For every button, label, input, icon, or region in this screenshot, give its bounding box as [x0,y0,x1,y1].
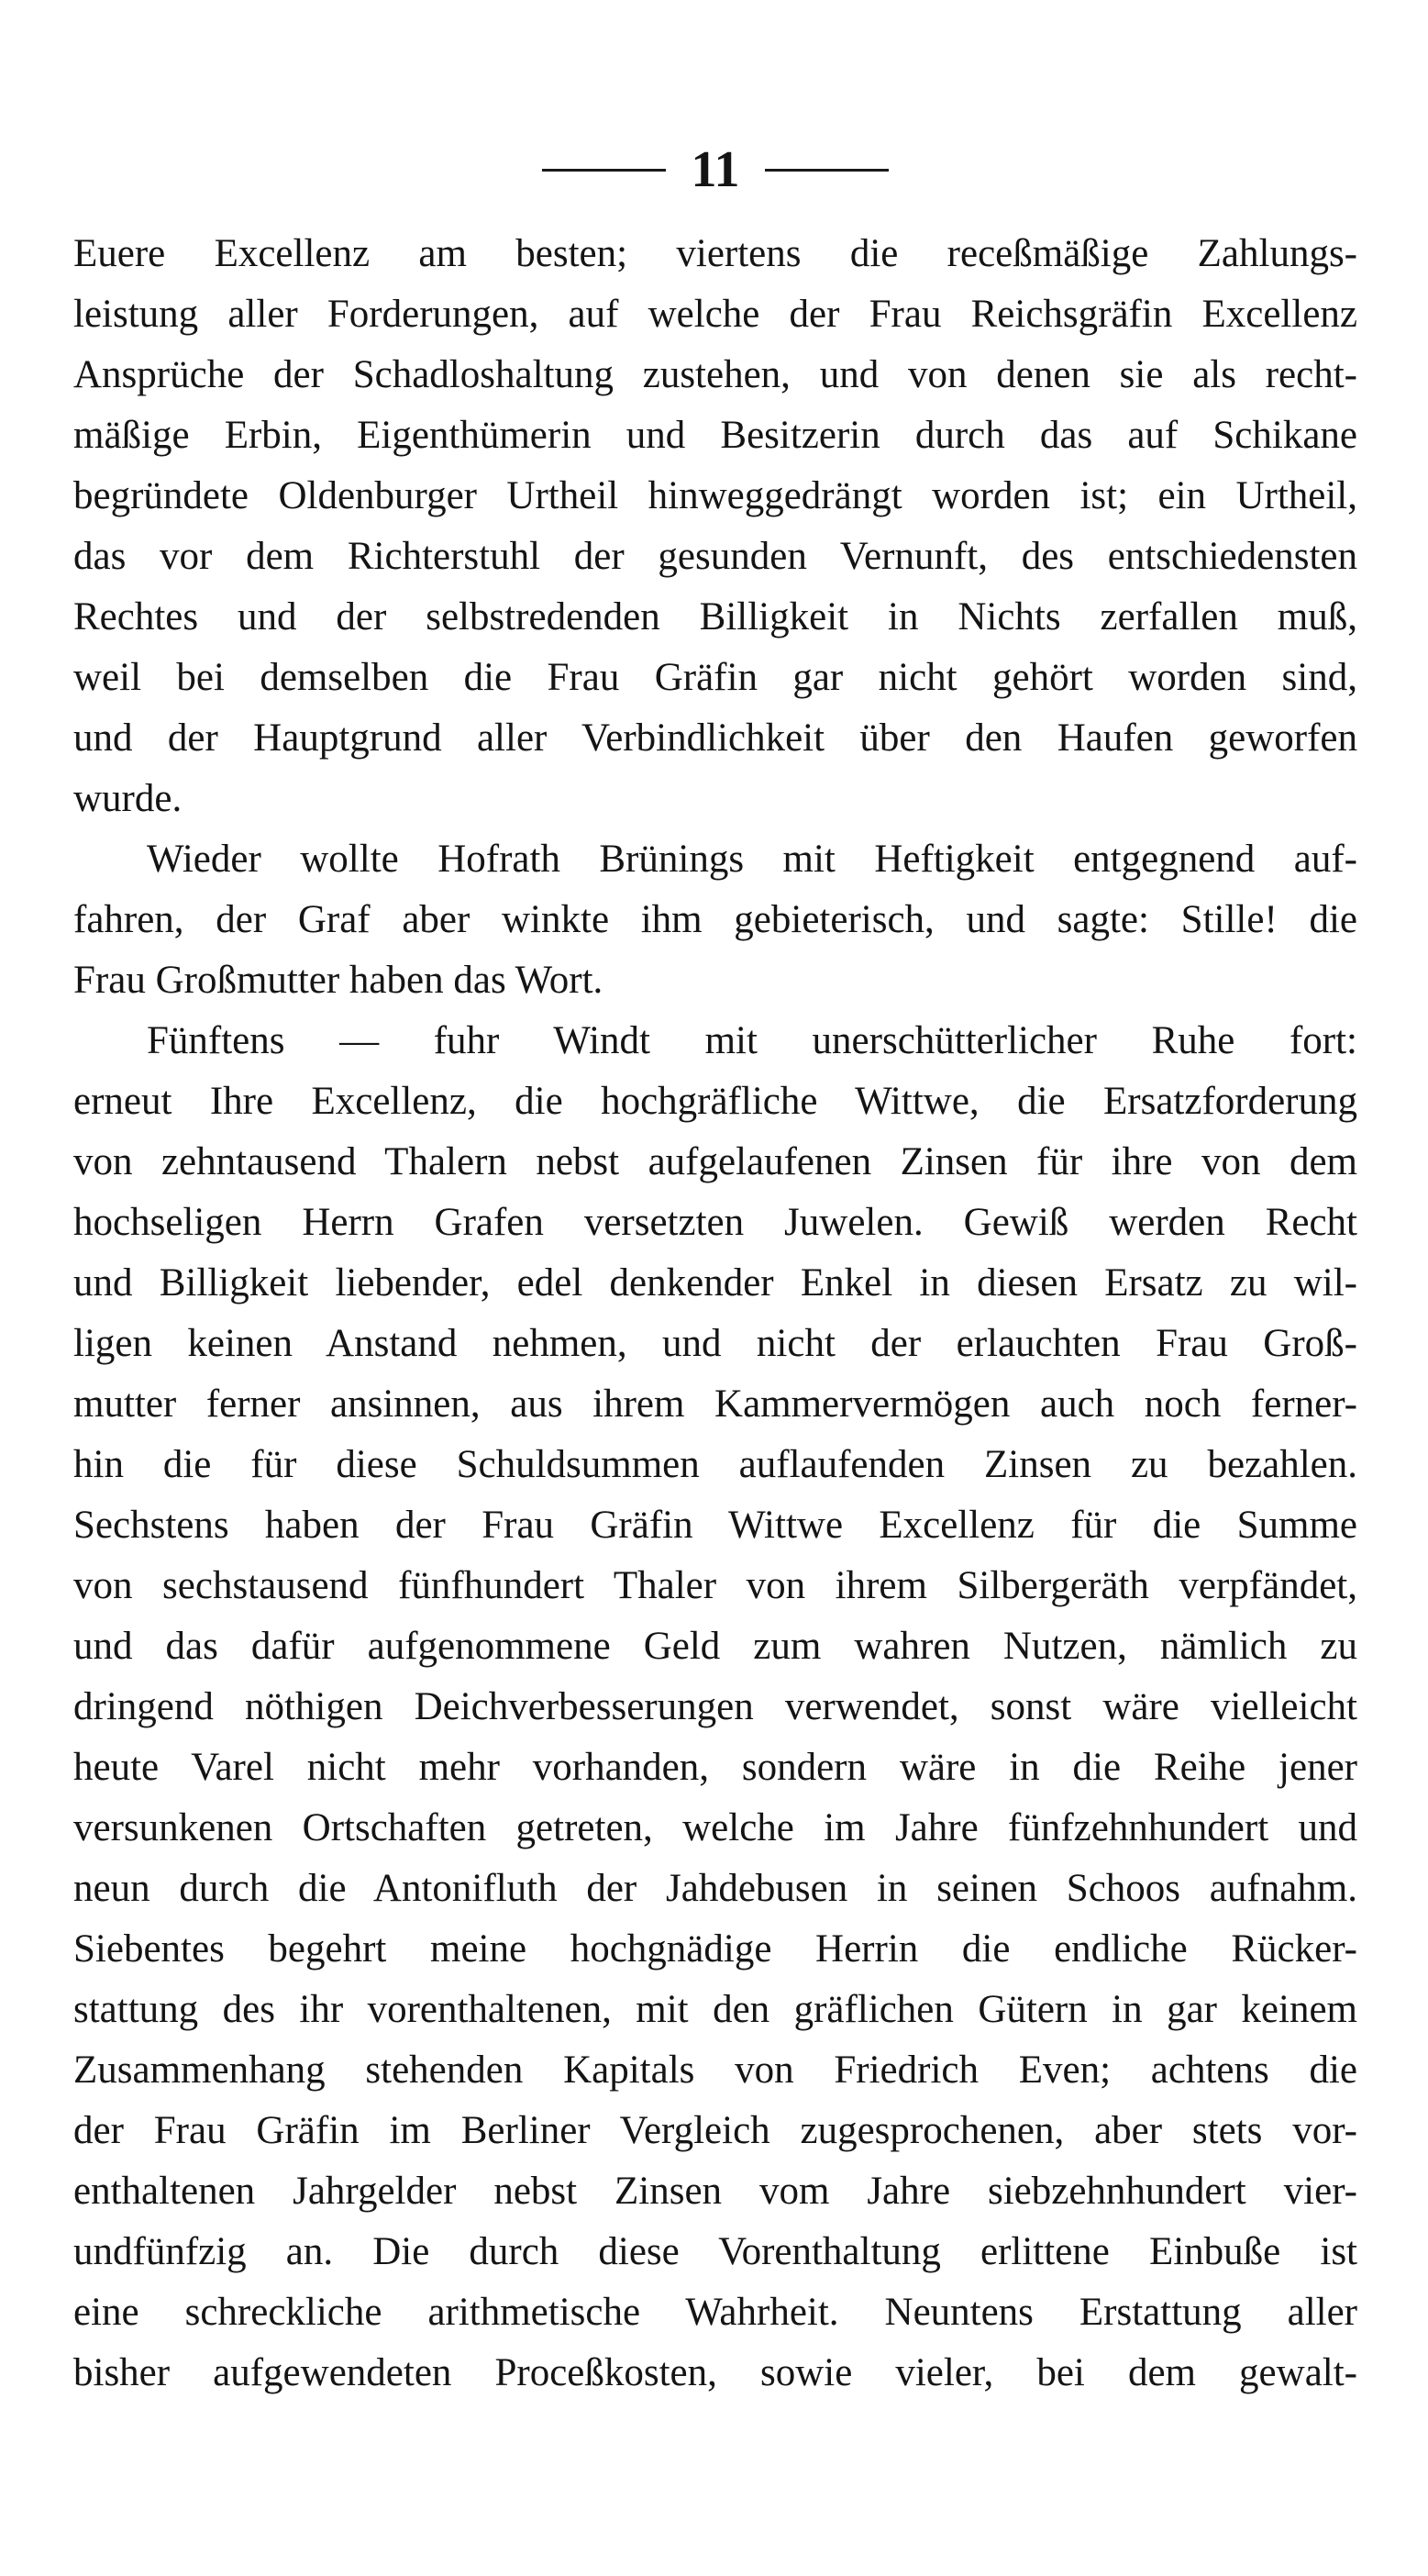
text-line: mutter ferner ansinnen, aus ihrem Kammervermögen auch noch ferner- [73,1382,1357,1426]
text-line: und das dafür aufgenommene Geld zum wahren Nutzen, nämlich zu [73,1625,1357,1668]
text-line: Rechtes und der selbstredenden Billigkeit in Nichts zerfallen muß, [73,595,1357,638]
text-line: ligen keinen Anstand nehmen, und nicht der erlauchten Frau Groß- [73,1322,1357,1365]
text-line: heute Varel nicht mehr vorhanden, sondern wäre in die Reihe jener [73,1746,1357,1789]
text-line: Ansprüche der Schadloshaltung zustehen, und von denen sie als recht- [73,353,1357,396]
text-line: neun durch die Antonifluth der Jahdebusen in seinen Schoos aufnahm. [73,1867,1357,1910]
text-line: von zehntausend Thalern nebst aufgelaufenen Zinsen für ihre von dem [73,1140,1357,1183]
paragraph-3 [73,1011,1357,2404]
text-line: Frau Großmutter haben das Wort. [73,959,603,1002]
book-page [73,138,1357,2404]
text-line: Fünftens — fuhr Windt mit unerschütterlicher Ruhe fort: [147,1019,1357,1062]
text-line: hin die für diese Schuldsummen auflaufenden Zinsen zu bezahlen. [73,1443,1357,1486]
text-line: Zusammenhang stehenden Kapitals von Friedrich Even; achtens die [73,2049,1357,2092]
header-rule-left [542,169,666,172]
text-line: der Frau Gräfin im Berliner Vergleich zugesprochenen, aber stets vor- [73,2109,1357,2152]
text-line: leistung aller Forderungen, auf welche der Frau Reichsgräfin Excellenz [73,293,1357,336]
text-line: und der Hauptgrund aller Verbindlichkeit über den Haufen geworfen [73,716,1357,760]
text-line: hochseligen Herrn Grafen versetzten Juwelen. Gewiß werden Recht [73,1201,1357,1244]
text-line: mäßige Erbin, Eigenthümerin und Besitzerin durch das auf Schikane [73,414,1357,457]
paragraph-2 [73,829,1357,1011]
text-line: enthaltenen Jahrgelder nebst Zinsen vom Jahre siebzehnhundert vier- [73,2170,1357,2213]
page-number: 11 [691,141,740,198]
text-line: und Billigkeit liebender, edel denkender Enkel in diesen Ersatz zu wil- [73,1261,1357,1305]
body-text [73,224,1357,2404]
text-line: stattung des ihr vorenthaltenen, mit den gräflichen Gütern in gar keinem [73,1988,1357,2031]
text-line: Sechstens haben der Frau Gräfin Wittwe Excellenz für die Summe [73,1504,1357,1547]
text-line: weil bei demselben die Frau Gräfin gar nicht gehört worden sind, [73,656,1357,699]
text-line: versunkenen Ortschaften getreten, welche im Jahre fünfzehnhundert und [73,1806,1357,1849]
header-rule-right [765,169,889,172]
text-line: Euere Excellenz am besten; viertens die receßmäßige Zahlungs- [73,232,1357,275]
text-line: das vor dem Richterstuhl der gesunden Vernunft, des entschiedensten [73,535,1357,578]
text-line: begründete Oldenburger Urtheil hinweggedrängt worden ist; ein Urtheil, [73,474,1357,517]
text-line: wurde. [73,777,183,820]
text-line: Siebentes begehrt meine hochgnädige Herrin die endliche Rücker- [73,1927,1357,1971]
text-line: bisher aufgewendeten Proceßkosten, sowie vieler, bei dem gewalt- [73,2351,1357,2394]
text-line: dringend nöthigen Deichverbesserungen verwendet, sonst wäre vielleicht [73,1685,1357,1728]
text-line: undfünfzig an. Die durch diese Vorenthaltung erlittene Einbuße ist [73,2230,1357,2273]
text-line: fahren, der Graf aber winkte ihm gebieterisch, und sagte: Stille! die [73,898,1357,941]
text-line: Wieder wollte Hofrath Brünings mit Heftigkeit entgegnend auf- [147,838,1357,881]
text-line: von sechstausend fünfhundert Thaler von ihrem Silbergeräth verpfändet, [73,1564,1357,1607]
page-header [73,138,1357,202]
paragraph-1 [73,224,1357,829]
text-line: eine schreckliche arithmetische Wahrheit. Neuntens Erstattung aller [73,2291,1357,2334]
text-line: erneut Ihre Excellenz, die hochgräfliche Wittwe, die Ersatzforderung [73,1080,1357,1123]
